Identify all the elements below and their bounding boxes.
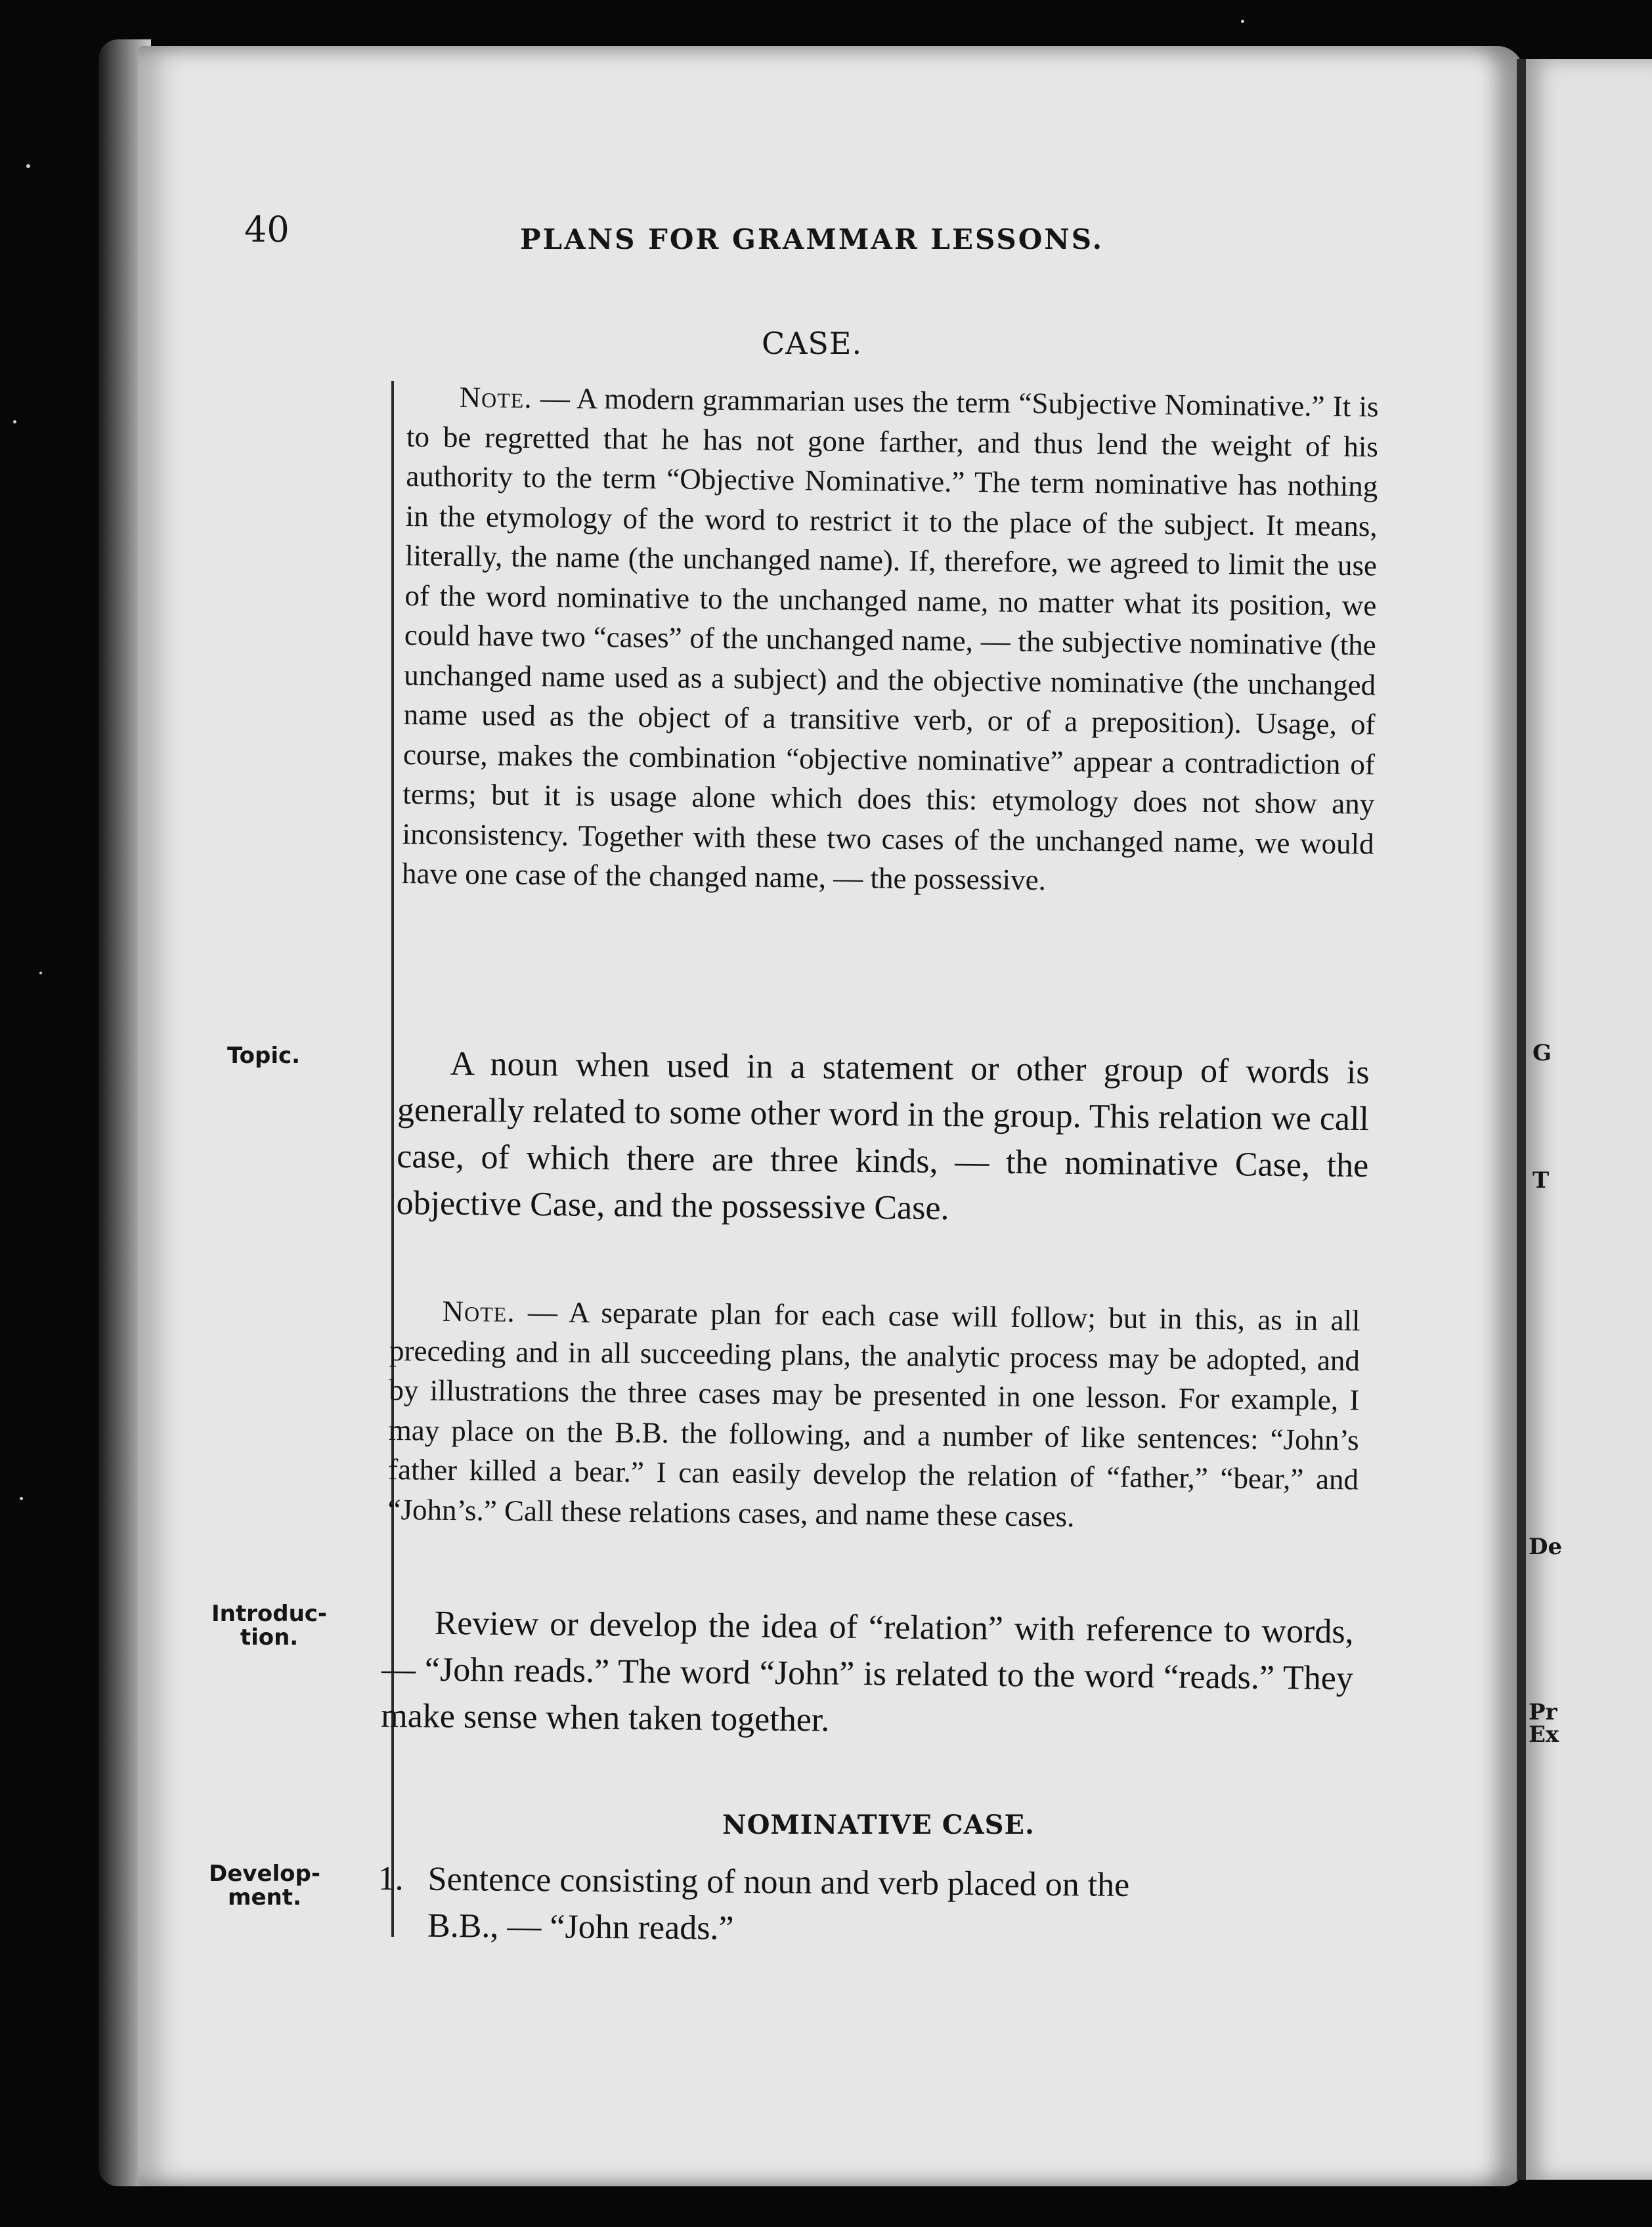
list-item (378, 1855, 1350, 1957)
margin-label-line: Develop- (209, 1861, 320, 1887)
margin-label-topic: Topic. (227, 1043, 301, 1069)
section-heading: CASE. (762, 326, 863, 361)
note-lead: Note. (459, 380, 533, 414)
list-item-number: 1. (378, 1859, 404, 1898)
subheading-nominative-case: NOMINATIVE CASE. (722, 1809, 1035, 1840)
note-paragraph (402, 377, 1379, 903)
introduction-paragraph: Review or develop the idea of “relation” with reference to words, — “John reads.” The word “John” is related to the word “reads.” They make sense when taken together. (381, 1604, 1354, 1739)
margin-label-line: Introduc- (211, 1601, 328, 1627)
margin-label-introduction (211, 1602, 327, 1649)
next-page-fragment: Pr (1529, 1699, 1557, 1725)
list-item-text: Sentence consisting of noun and verb placed on the (427, 1860, 1130, 1904)
running-head-title: PLANS FOR GRAMMAR LESSONS. (520, 223, 1104, 255)
note-text: — A modern grammarian uses the term “Subjective Nominative.” It is to be regretted that he has not gone farther, and thus lend the weight of his authority to the term “Objective Nominative.” The term nominative has nothing in the etymology of the word to restrict it to the place of the subject. It means, literally, the name (the unchanged name). If, therefore, we agreed to limit the use of the word nominative to the unchanged name, no matter what its position, we could have two “cases” of the unchanged name, — the subjective nominative (the unchanged name used as a subject) and the objective nominative (the unchanged name used as the object of a transitive verb, or of a preposition). Usage, of course, makes the combination “objective nominative” appear a contradiction of terms; but it is usage alone which does this: etymology does not show any inconsistency. Together with these two cases of the unchanged name, we would have one case of the changed name, — the possessive. (401, 381, 1379, 897)
note-lead: Note. (442, 1294, 515, 1328)
next-page-fragment: Ex (1529, 1721, 1559, 1748)
margin-label-line: tion. (240, 1624, 299, 1651)
next-page-fragment: De (1529, 1534, 1563, 1560)
margin-label-development (209, 1862, 320, 1909)
list-item-text: B.B., — “John reads.” (427, 1907, 734, 1947)
next-page-fragment: G (1532, 1040, 1552, 1066)
margin-label-line: ment. (228, 1884, 301, 1911)
page-number: 40 (244, 209, 290, 250)
next-page-edge (1517, 59, 1652, 2180)
note-text: — A separate plan for each case will follow; but in this, as in all preceding and in all succeeding plans, the analytic process may be adopted, and by illustrations the three cases may be presented in one lesson. For example, I may place on the B.B. the following, and a number of like sentences: “John’s father killed a bear.” I can easily develop the relation of “father,” “bear,” and “John’s.” Call these relations cases, and name these cases. (387, 1295, 1360, 1533)
note-paragraph (387, 1291, 1360, 1539)
next-page-fragment: T (1532, 1167, 1550, 1194)
topic-paragraph: A noun when used in a statement or other group of words is generally related to some other word in the group. This relation we call case, of which there are three kinds, — the nominative Case, the objective Case, and the possessive Case. (396, 1045, 1370, 1228)
